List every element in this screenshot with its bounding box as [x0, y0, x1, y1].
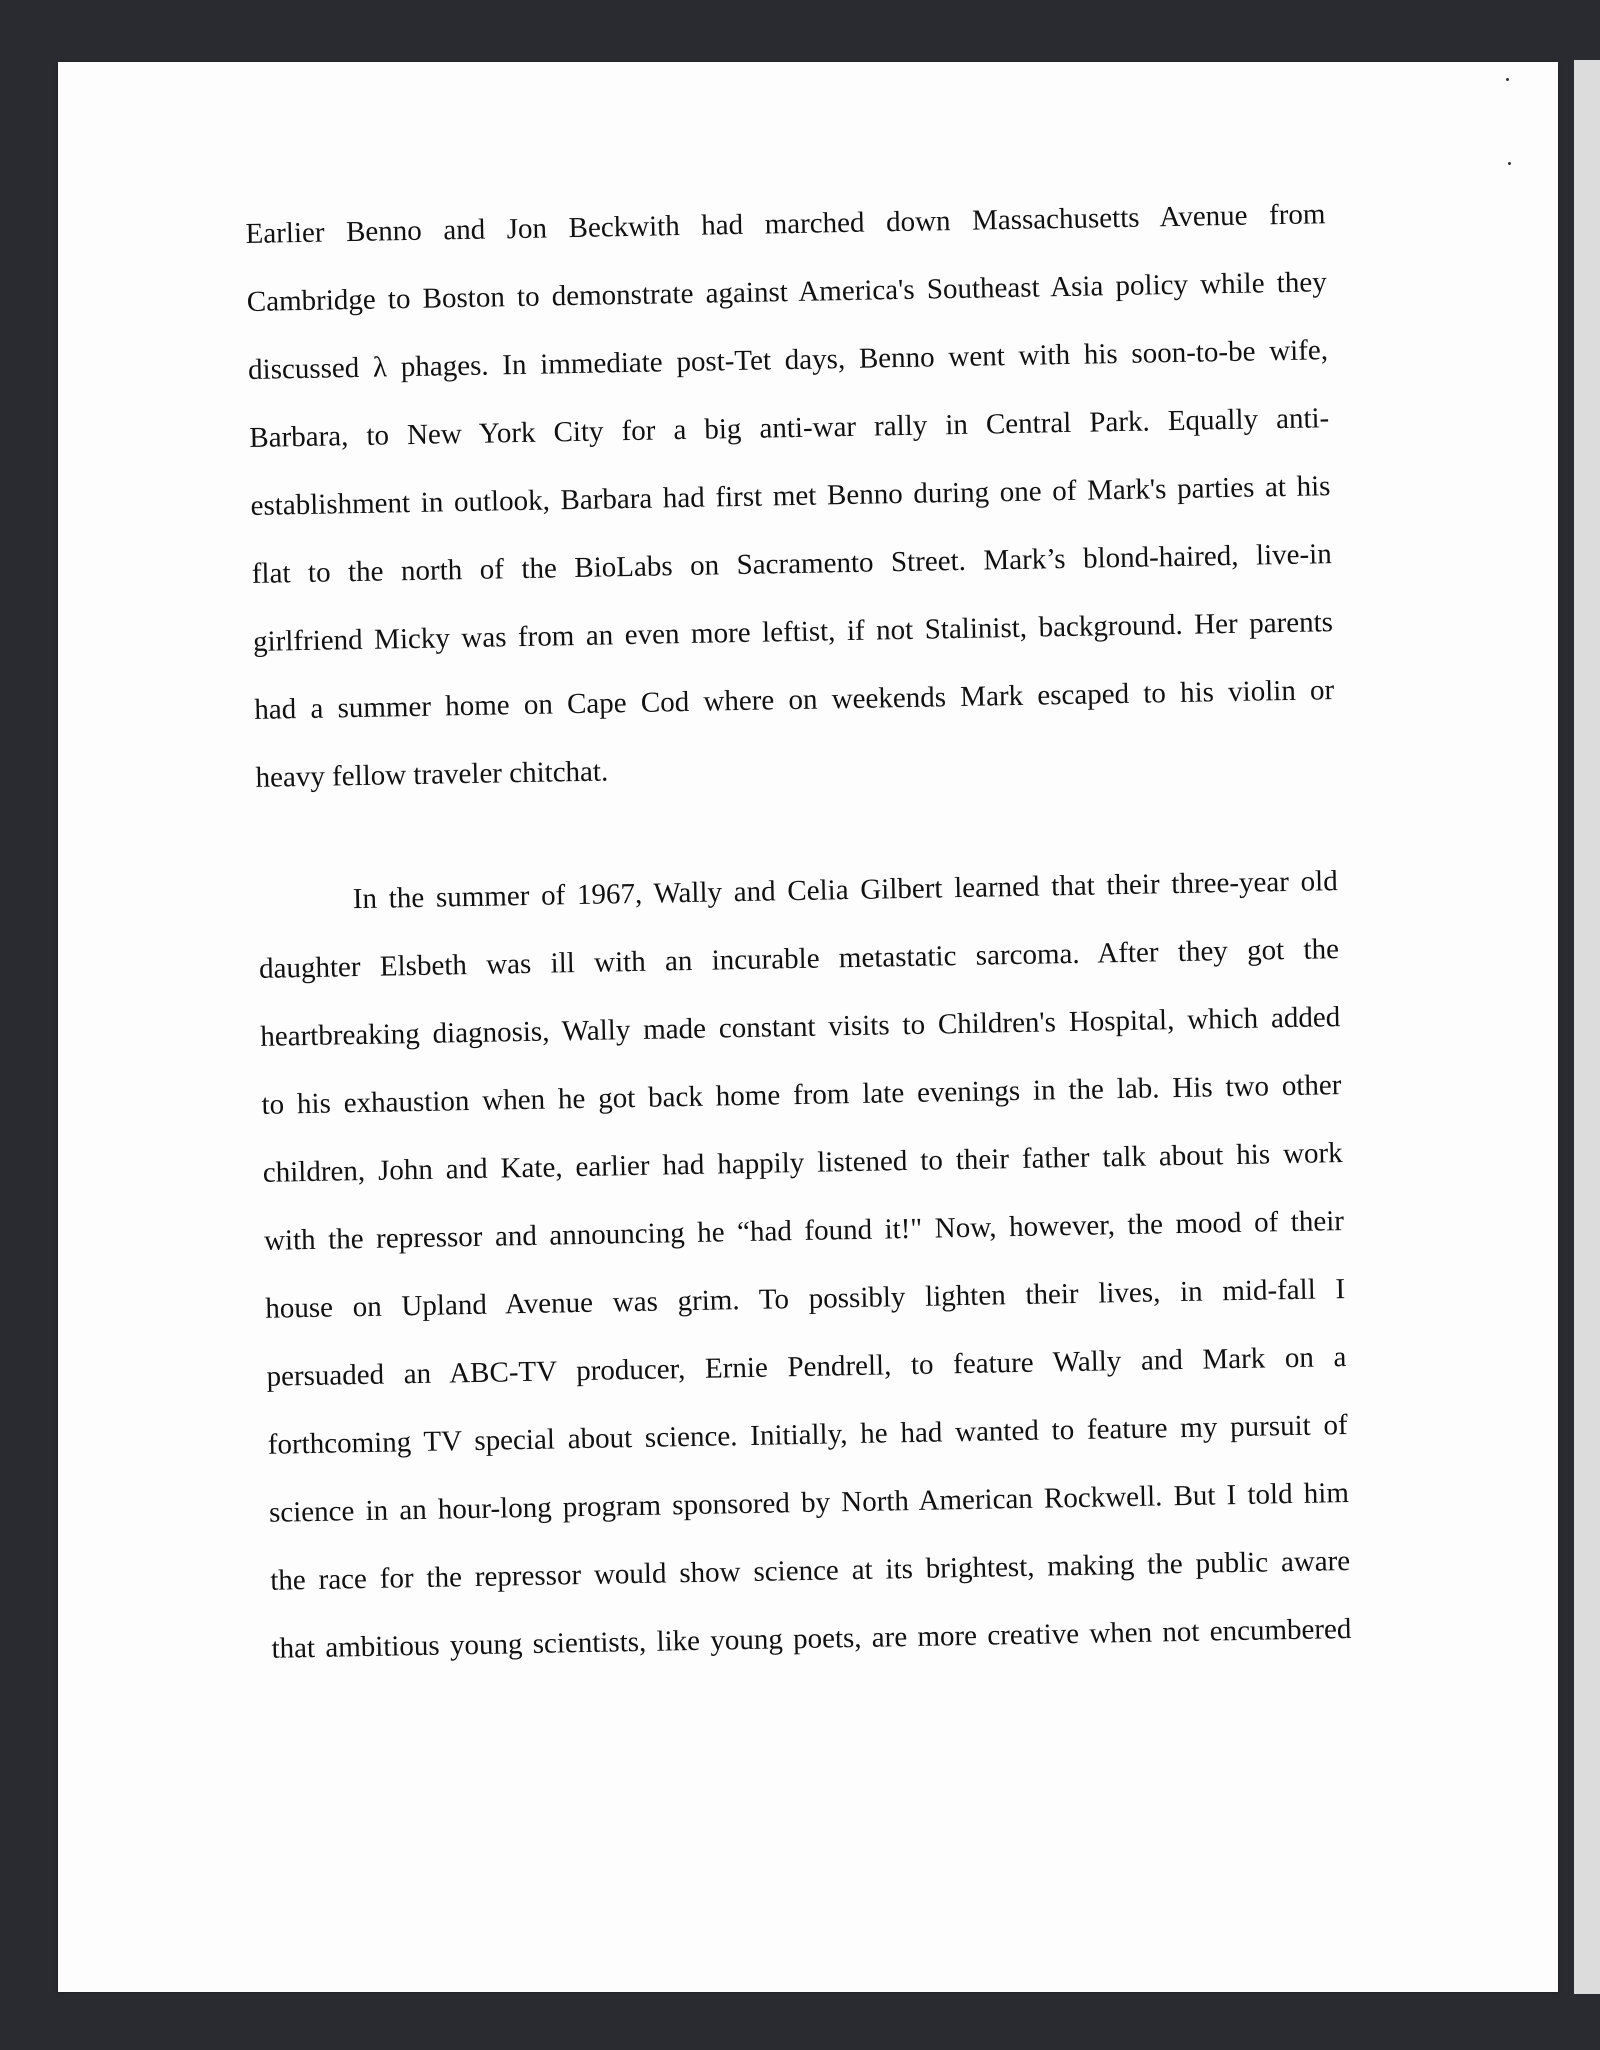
text-line: Cambridge to Boston to demonstrate against America's Southeast Asia policy while they [246, 266, 1327, 318]
text-line: with the repressor and announcing he “had found it!" Now, however, the mood of their [263, 1205, 1345, 1257]
text-line: discussed λ phages. In immediate post-Tet days, Benno went with his soon-to-be wife, [247, 334, 1329, 386]
text-line: children, John and Kate, earlier had happily listened to their father talk about his work [262, 1137, 1343, 1189]
text-line: establishment in outlook, Barbara had first met Benno during one of Mark's parties at his [250, 470, 1331, 522]
page-edge [1574, 60, 1600, 1994]
body-text [245, 180, 1352, 1683]
page-speck [1506, 78, 1509, 81]
text-line: In the summer of 1967, Wally and Celia Gilbert learned that their three-year old [352, 865, 1338, 916]
text-line: forthcoming TV special about science. Initially, he had wanted to feature my pursuit of [267, 1409, 1348, 1461]
text-line: daughter Elsbeth was ill with an incurable metastatic sarcoma. After they got the [258, 933, 1340, 985]
text-line: Earlier Benno and Jon Beckwith had marched down Massachusetts Avenue from [245, 198, 1326, 250]
paragraph [245, 180, 1336, 812]
text-line: heartbreaking diagnosis, Wally made constant visits to Children's Hospital, which added [260, 1001, 1341, 1053]
page-speck [1508, 162, 1511, 165]
text-line: Barbara, to New York City for a big anti-war rally in Central Park. Equally anti- [249, 402, 1330, 454]
text-line: flat to the north of the BioLabs on Sacramento Street. Mark’s blond-haired, live-in [251, 538, 1332, 590]
text-line: to his exhaustion when he got back home from late evenings in the lab. His two other [261, 1069, 1342, 1121]
paragraph [257, 847, 1352, 1683]
text-line: that ambitious young scientists, like young poets, are more creative when not encumbered [271, 1612, 1352, 1665]
text-line: the race for the repressor would show science at its brightest, making the public aware [270, 1544, 1351, 1597]
text-line: girlfriend Micky was from an even more leftist, if not Stalinist, background. Her parents [252, 606, 1334, 658]
text-line: science in an hour-long program sponsored by North American Rockwell. But I told him [268, 1476, 1350, 1529]
text-line: heavy fellow traveler chitchat. [255, 755, 609, 794]
text-line: had a summer home on Cape Cod where on weekends Mark escaped to his violin or [254, 674, 1335, 726]
text-line: persuaded an ABC-TV producer, Ernie Pendrell, to feature Wally and Mark on a [266, 1341, 1347, 1393]
text-line: house on Upland Avenue was grim. To possibly lighten their lives, in mid-fall I [265, 1273, 1346, 1325]
